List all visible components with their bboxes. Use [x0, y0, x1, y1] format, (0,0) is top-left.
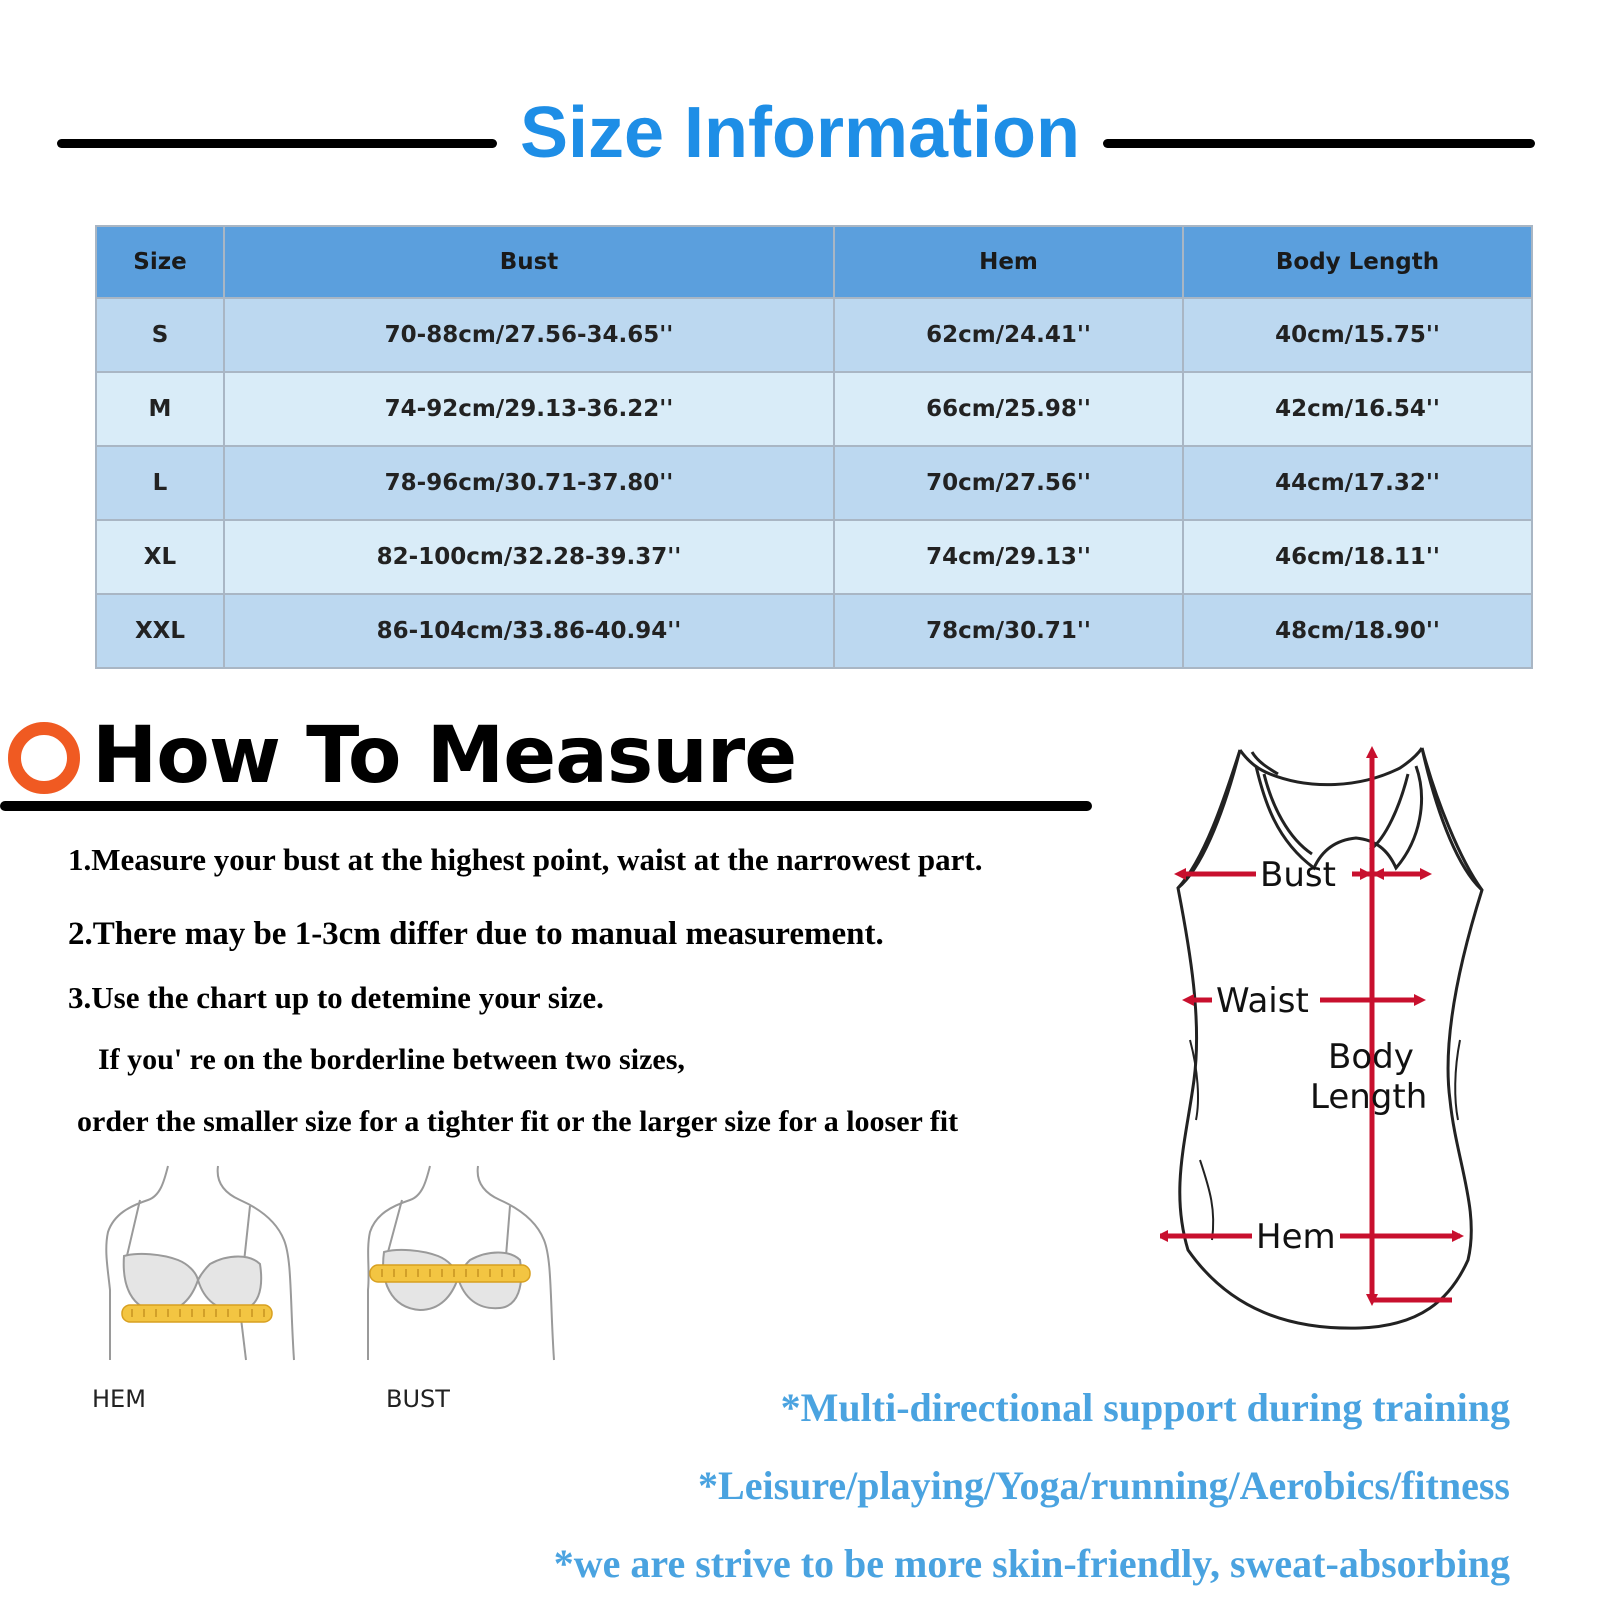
table-row: [96, 520, 1532, 594]
instruction-3: 3.Use the chart up to detemine your size.: [68, 980, 604, 1015]
cell-hem: 70cm/27.56'': [834, 446, 1183, 520]
cell-hem: 78cm/30.71'': [834, 594, 1183, 668]
hem-label: HEM: [92, 1385, 146, 1413]
instruction-2: 2.There may be 1-3cm differ due to manual measurement.: [68, 916, 884, 952]
cell-body-length: 44cm/17.32'': [1183, 446, 1532, 520]
bust-label: BUST: [386, 1385, 450, 1413]
table-row: [96, 372, 1532, 446]
feature-line-1: *Multi-directional support during training: [780, 1385, 1510, 1430]
table-row: [96, 594, 1532, 668]
tank-hem-label: Hem: [1256, 1217, 1336, 1257]
cell-size: M: [96, 372, 224, 446]
how-to-measure-title: How To Measure: [92, 711, 797, 801]
cell-size: S: [96, 298, 224, 372]
cell-size: XL: [96, 520, 224, 594]
tank-waist-label: Waist: [1216, 981, 1309, 1021]
bust-measure-illustration: [360, 1160, 570, 1370]
size-chart-table: [95, 225, 1533, 669]
how-to-measure-rule: [0, 801, 1092, 811]
title-right-rule: [1103, 139, 1535, 148]
title-left-rule: [57, 139, 497, 148]
tank-length-label: Length: [1310, 1077, 1428, 1117]
tank-bust-label: Bust: [1260, 855, 1336, 895]
cell-bust: 82-100cm/32.28-39.37'': [224, 520, 834, 594]
tank-body-label: Body: [1328, 1037, 1414, 1077]
page-title: Size Information: [519, 93, 1081, 173]
cell-hem: 66cm/25.98'': [834, 372, 1183, 446]
orange-ring-icon: [8, 722, 80, 794]
header-size: Size: [96, 226, 224, 298]
cell-bust: 78-96cm/30.71-37.80'': [224, 446, 834, 520]
cell-size: L: [96, 446, 224, 520]
table-row: [96, 298, 1532, 372]
feature-line-2: *Leisure/playing/Yoga/running/Aerobics/fitness: [698, 1463, 1510, 1508]
cell-bust: 86-104cm/33.86-40.94'': [224, 594, 834, 668]
cell-hem: 74cm/29.13'': [834, 520, 1183, 594]
hem-measure-illustration: [100, 1160, 310, 1370]
cell-body-length: 48cm/18.90'': [1183, 594, 1532, 668]
cell-body-length: 42cm/16.54'': [1183, 372, 1532, 446]
cell-body-length: 46cm/18.11'': [1183, 520, 1532, 594]
header-bust: Bust: [224, 226, 834, 298]
table-header-row: [96, 226, 1532, 298]
cell-size: XXL: [96, 594, 224, 668]
tank-top-diagram: [1160, 740, 1520, 1340]
instruction-5: order the smaller size for a tighter fit or the larger size for a looser fit: [77, 1105, 959, 1138]
header-body-length: Body Length: [1183, 226, 1532, 298]
cell-bust: 70-88cm/27.56-34.65'': [224, 298, 834, 372]
header-hem: Hem: [834, 226, 1183, 298]
instruction-4: If you' re on the borderline between two sizes,: [98, 1043, 685, 1076]
cell-bust: 74-92cm/29.13-36.22'': [224, 372, 834, 446]
table-row: [96, 446, 1532, 520]
cell-body-length: 40cm/15.75'': [1183, 298, 1532, 372]
feature-line-3: *we are strive to be more skin-friendly, sweat-absorbing: [553, 1541, 1510, 1586]
instruction-1: 1.Measure your bust at the highest point, waist at the narrowest part.: [68, 842, 983, 877]
cell-hem: 62cm/24.41'': [834, 298, 1183, 372]
